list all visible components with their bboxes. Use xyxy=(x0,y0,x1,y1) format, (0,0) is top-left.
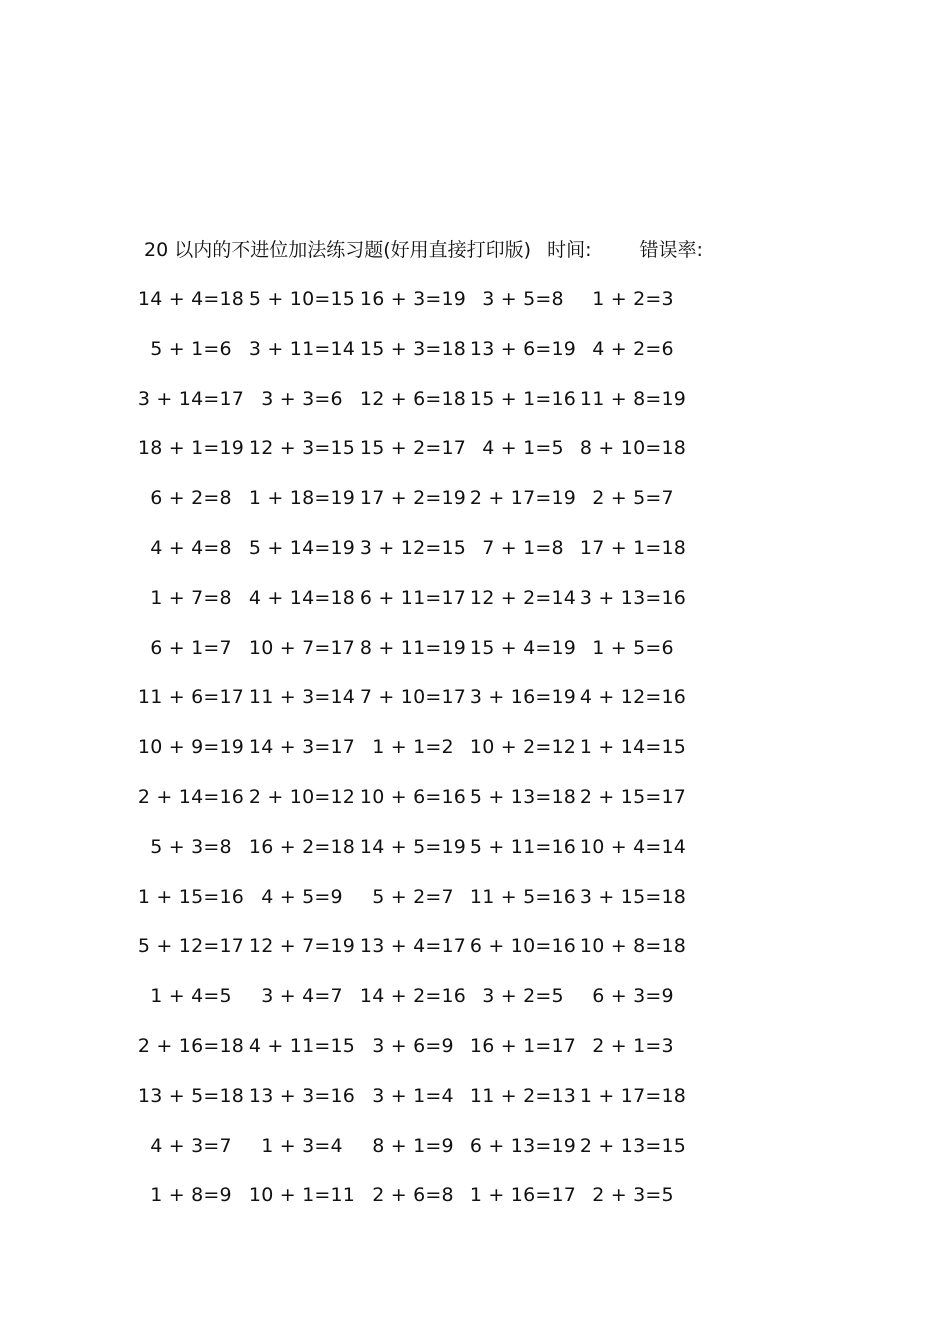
addition-problem: 3 + 14=17 xyxy=(137,387,245,410)
addition-problem: 16 + 3=19 xyxy=(359,288,467,310)
addition-problem: 3 + 3=6 xyxy=(261,387,343,410)
page-title: 20 以内的不进位加法练习题(好用直接打印版) xyxy=(144,239,532,261)
addition-problem: 7 + 1=8 xyxy=(482,536,564,559)
addition-problem: 1 + 15=16 xyxy=(137,885,245,908)
problem-row xyxy=(144,1180,794,1230)
addition-problem: 1 + 18=19 xyxy=(248,487,356,510)
addition-problem: 8 + 1=9 xyxy=(372,1134,454,1157)
addition-problem: 5 + 12=17 xyxy=(137,935,245,958)
addition-problem: 8 + 10=18 xyxy=(579,437,687,460)
addition-problem: 5 + 14=19 xyxy=(248,536,356,559)
addition-problem: 5 + 10=15 xyxy=(248,288,356,310)
addition-problem: 14 + 4=18 xyxy=(137,288,245,310)
addition-problem: 12 + 2=14 xyxy=(469,586,577,609)
addition-problem-grid xyxy=(137,284,794,1230)
time-label: 时间: xyxy=(547,239,592,261)
addition-problem: 5 + 11=16 xyxy=(469,835,577,858)
addition-problem: 10 + 6=16 xyxy=(359,785,467,808)
addition-problem: 6 + 2=8 xyxy=(150,487,232,510)
problem-row xyxy=(144,533,794,583)
addition-problem: 1 + 14=15 xyxy=(579,736,687,759)
addition-problem: 10 + 9=19 xyxy=(137,736,245,759)
addition-problem: 2 + 13=15 xyxy=(579,1134,687,1157)
addition-problem: 10 + 1=11 xyxy=(248,1184,356,1207)
addition-problem: 3 + 6=9 xyxy=(372,1034,454,1057)
addition-problem: 17 + 1=18 xyxy=(579,536,687,559)
addition-problem: 2 + 5=7 xyxy=(592,487,674,510)
addition-problem: 1 + 17=18 xyxy=(579,1084,687,1107)
addition-problem: 5 + 3=8 xyxy=(150,835,232,858)
addition-problem: 1 + 8=9 xyxy=(150,1184,232,1207)
problem-row xyxy=(137,682,794,732)
addition-problem: 10 + 8=18 xyxy=(579,935,687,958)
addition-problem: 3 + 2=5 xyxy=(482,985,564,1008)
addition-problem: 2 + 3=5 xyxy=(592,1184,674,1207)
problem-row xyxy=(137,882,794,932)
addition-problem: 1 + 5=6 xyxy=(592,636,674,659)
addition-problem: 15 + 2=17 xyxy=(359,437,467,460)
problem-row xyxy=(137,931,794,981)
addition-problem: 4 + 14=18 xyxy=(248,586,356,609)
addition-problem: 11 + 2=13 xyxy=(469,1084,577,1107)
addition-problem: 3 + 11=14 xyxy=(248,337,356,360)
addition-problem: 11 + 5=16 xyxy=(469,885,577,908)
addition-problem: 16 + 1=17 xyxy=(469,1034,577,1057)
addition-problem: 1 + 3=4 xyxy=(261,1134,343,1157)
addition-problem: 13 + 6=19 xyxy=(469,337,577,360)
addition-problem: 1 + 4=5 xyxy=(150,985,232,1008)
addition-problem: 5 + 1=6 xyxy=(150,337,232,360)
addition-problem: 1 + 1=2 xyxy=(372,736,454,759)
addition-problem: 11 + 8=19 xyxy=(579,387,687,410)
problem-row xyxy=(144,1131,794,1181)
problem-row xyxy=(144,483,794,533)
addition-problem: 1 + 2=3 xyxy=(592,288,674,310)
addition-problem: 18 + 1=19 xyxy=(137,437,245,460)
addition-problem: 4 + 5=9 xyxy=(261,885,343,908)
addition-problem: 3 + 1=4 xyxy=(372,1084,454,1107)
addition-problem: 3 + 4=7 xyxy=(261,985,343,1008)
addition-problem: 6 + 10=16 xyxy=(469,935,577,958)
problem-row xyxy=(144,633,794,683)
problem-row xyxy=(137,433,794,483)
addition-problem: 14 + 5=19 xyxy=(359,835,467,858)
addition-problem: 15 + 3=18 xyxy=(359,337,467,360)
addition-problem: 6 + 3=9 xyxy=(592,985,674,1008)
error-rate-label: 错误率: xyxy=(639,239,703,261)
addition-problem: 2 + 10=12 xyxy=(248,785,356,808)
addition-problem: 3 + 5=8 xyxy=(482,288,564,310)
addition-problem: 3 + 15=18 xyxy=(579,885,687,908)
addition-problem: 1 + 7=8 xyxy=(150,586,232,609)
addition-problem: 2 + 15=17 xyxy=(579,785,687,808)
addition-problem: 13 + 5=18 xyxy=(137,1084,245,1107)
addition-problem: 12 + 7=19 xyxy=(248,935,356,958)
addition-problem: 3 + 16=19 xyxy=(469,686,577,709)
problem-row xyxy=(137,732,794,782)
addition-problem: 4 + 1=5 xyxy=(482,437,564,460)
addition-problem: 14 + 2=16 xyxy=(359,985,467,1008)
addition-problem: 10 + 2=12 xyxy=(469,736,577,759)
problem-row xyxy=(137,1031,794,1081)
addition-problem: 3 + 12=15 xyxy=(359,536,467,559)
addition-problem: 11 + 6=17 xyxy=(137,686,245,709)
addition-problem: 10 + 7=17 xyxy=(248,636,356,659)
addition-problem: 10 + 4=14 xyxy=(579,835,687,858)
addition-problem: 2 + 17=19 xyxy=(469,487,577,510)
addition-problem: 16 + 2=18 xyxy=(248,835,356,858)
addition-problem: 6 + 11=17 xyxy=(359,586,467,609)
problem-row xyxy=(144,583,794,633)
addition-problem: 4 + 3=7 xyxy=(150,1134,232,1157)
addition-problem: 15 + 4=19 xyxy=(469,636,577,659)
addition-problem: 13 + 4=17 xyxy=(359,935,467,958)
addition-problem: 3 + 13=16 xyxy=(579,586,687,609)
addition-problem: 7 + 10=17 xyxy=(359,686,467,709)
addition-problem: 5 + 13=18 xyxy=(469,785,577,808)
problem-row xyxy=(144,832,794,882)
addition-problem: 2 + 1=3 xyxy=(592,1034,674,1057)
addition-problem: 17 + 2=19 xyxy=(359,487,467,510)
addition-problem: 12 + 6=18 xyxy=(359,387,467,410)
problem-row xyxy=(137,284,794,334)
problem-row xyxy=(137,384,794,434)
problem-row xyxy=(144,981,794,1031)
addition-problem: 14 + 3=17 xyxy=(248,736,356,759)
addition-problem: 12 + 3=15 xyxy=(248,437,356,460)
addition-problem: 4 + 12=16 xyxy=(579,686,687,709)
addition-problem: 15 + 1=16 xyxy=(469,387,577,410)
problem-row xyxy=(144,334,794,384)
addition-problem: 5 + 2=7 xyxy=(372,885,454,908)
addition-problem: 4 + 4=8 xyxy=(150,536,232,559)
addition-problem: 6 + 13=19 xyxy=(469,1134,577,1157)
problem-row xyxy=(137,782,794,832)
addition-problem: 2 + 14=16 xyxy=(137,785,245,808)
addition-problem: 11 + 3=14 xyxy=(248,686,356,709)
addition-problem: 2 + 16=18 xyxy=(137,1034,245,1057)
addition-problem: 4 + 11=15 xyxy=(248,1034,356,1057)
addition-problem: 2 + 6=8 xyxy=(372,1184,454,1207)
addition-problem: 6 + 1=7 xyxy=(150,636,232,659)
addition-problem: 8 + 11=19 xyxy=(359,636,467,659)
problem-row xyxy=(137,1081,794,1131)
worksheet-header xyxy=(144,236,703,264)
addition-problem: 1 + 16=17 xyxy=(469,1184,577,1207)
addition-problem: 4 + 2=6 xyxy=(592,337,674,360)
addition-problem: 13 + 3=16 xyxy=(248,1084,356,1107)
